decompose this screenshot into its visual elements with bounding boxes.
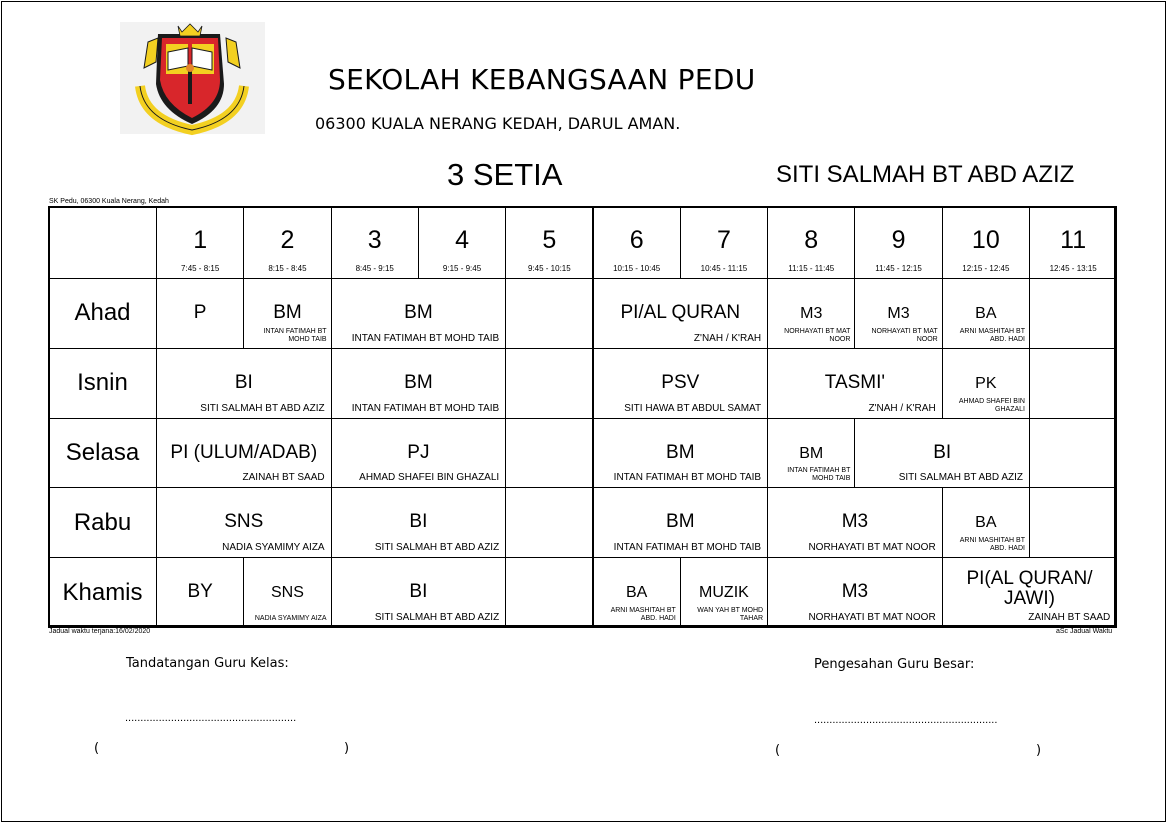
lesson-teacher: INTAN FATIMAH BT MOHD TAIB bbox=[263, 327, 327, 343]
period-header bbox=[680, 206, 768, 279]
lesson-cell bbox=[331, 418, 507, 489]
period-header bbox=[767, 206, 855, 279]
lesson-cell bbox=[593, 487, 769, 558]
period-number: 6 bbox=[629, 226, 644, 254]
lesson-subject: PI (ULUM/ADAB) bbox=[170, 441, 318, 463]
lesson-teacher: Z'NAH / K'RAH bbox=[693, 332, 762, 344]
lesson-teacher: AHMAD SHAFEI BIN GHAZALI bbox=[359, 472, 500, 484]
lesson-teacher: ZAINAH BT SAAD bbox=[1028, 611, 1111, 623]
empty-cell bbox=[1029, 418, 1117, 489]
period-header bbox=[505, 206, 593, 279]
period-time: 8:15 - 8:45 bbox=[268, 264, 307, 273]
lesson-teacher: Z'NAH / K'RAH bbox=[868, 402, 936, 414]
lesson-cell bbox=[767, 278, 855, 349]
lesson-teacher: ARNI MASHITAH BT ABD. HADI bbox=[610, 606, 676, 622]
lesson-subject: PJ bbox=[407, 441, 430, 463]
lesson-cell bbox=[767, 348, 943, 419]
lesson-subject: BI bbox=[409, 511, 428, 533]
empty-cell bbox=[505, 487, 593, 558]
headmaster-name-close-paren: ) bbox=[1036, 743, 1042, 758]
lesson-subject: BM bbox=[666, 441, 695, 463]
lesson-cell bbox=[243, 278, 331, 349]
lesson-cell bbox=[331, 278, 507, 349]
period-number: 1 bbox=[193, 226, 208, 254]
lesson-subject: BI bbox=[409, 581, 428, 603]
software-credit: aSc Jadual Waktu bbox=[1056, 628, 1113, 635]
lesson-teacher: ARNI MASHITAH BT ABD. HADI bbox=[959, 327, 1025, 343]
lesson-cell bbox=[331, 348, 507, 419]
lesson-cell bbox=[243, 557, 331, 628]
lesson-cell bbox=[767, 557, 943, 628]
lesson-subject: M3 bbox=[800, 305, 823, 322]
period-header bbox=[854, 206, 942, 279]
lesson-subject: BA bbox=[975, 305, 997, 322]
lesson-teacher: NORHAYATI BT MAT NOOR bbox=[808, 542, 936, 554]
lesson-cell bbox=[156, 487, 332, 558]
period-header bbox=[331, 206, 419, 279]
headmaster-approval-label: Pengesahan Guru Besar: bbox=[814, 657, 975, 672]
period-number: 2 bbox=[280, 226, 295, 254]
lesson-teacher: NADIA SYAMIMY AIZA bbox=[254, 614, 327, 622]
lesson-subject: TASMI' bbox=[824, 371, 886, 393]
period-time: 10:45 - 11:15 bbox=[700, 264, 748, 273]
lesson-teacher: NORHAYATI BT MAT NOOR bbox=[784, 327, 851, 343]
period-header bbox=[243, 206, 331, 279]
period-time: 9:15 - 9:45 bbox=[442, 264, 482, 273]
period-header bbox=[418, 206, 506, 279]
lesson-cell bbox=[767, 487, 943, 558]
school-name: SEKOLAH KEBANGSAAN PEDU bbox=[328, 63, 756, 96]
lesson-teacher: INTAN FATIMAH BT MOHD TAIB bbox=[787, 467, 851, 483]
lesson-teacher: NADIA SYAMIMY AIZA bbox=[222, 542, 325, 554]
lesson-cell bbox=[331, 487, 507, 558]
empty-cell bbox=[1029, 278, 1117, 349]
corner-cell bbox=[48, 206, 157, 279]
empty-cell bbox=[505, 418, 593, 489]
period-header bbox=[156, 206, 244, 279]
lesson-cell bbox=[156, 278, 244, 349]
lesson-subject: PSV bbox=[661, 371, 700, 393]
lesson-subject: M3 bbox=[887, 305, 910, 322]
lesson-cell bbox=[680, 557, 768, 628]
lesson-cell bbox=[593, 278, 769, 349]
lesson-subject: PK bbox=[975, 374, 997, 392]
period-number: 7 bbox=[716, 226, 731, 254]
school-sub-label: SK Pedu, 06300 Kuala Nerang, Kedah bbox=[49, 198, 169, 205]
period-time: 11:45 - 12:15 bbox=[875, 264, 922, 273]
lesson-teacher: SITI SALMAH BT ABD AZIZ bbox=[374, 542, 500, 554]
empty-cell bbox=[505, 348, 593, 419]
lesson-teacher: SITI SALMAH BT ABD AZIZ bbox=[374, 611, 500, 623]
period-time: 12:15 - 12:45 bbox=[962, 264, 1010, 273]
day-label: Khamis bbox=[48, 557, 157, 628]
headmaster-signature-line: ............................................................ bbox=[814, 714, 998, 726]
period-number: 10 bbox=[971, 226, 1000, 254]
class-name: 3 SETIA bbox=[447, 157, 563, 192]
lesson-subject: BY bbox=[187, 581, 213, 603]
lesson-subject: PI/AL QURAN bbox=[620, 302, 741, 323]
generated-date: Jadual waktu terjana:16/02/2020 bbox=[49, 628, 151, 635]
lesson-cell bbox=[854, 278, 942, 349]
period-time: 7:45 - 8:15 bbox=[181, 264, 220, 273]
lesson-teacher: NORHAYATI BT MAT NOOR bbox=[871, 327, 938, 343]
period-number: 11 bbox=[1060, 226, 1087, 254]
lesson-cell bbox=[942, 557, 1118, 628]
lesson-teacher: ZAINAH BT SAAD bbox=[242, 472, 325, 484]
lesson-subject: SNS bbox=[270, 584, 304, 602]
lesson-subject: BM bbox=[666, 511, 695, 533]
lesson-cell bbox=[593, 557, 681, 628]
period-time: 12:45 - 13:15 bbox=[1049, 264, 1097, 273]
lesson-subject: BM bbox=[404, 302, 433, 323]
lesson-subject: BA bbox=[975, 514, 997, 532]
school-address: 06300 KUALA NERANG KEDAH, DARUL AMAN. bbox=[315, 114, 681, 133]
day-label: Ahad bbox=[48, 278, 157, 349]
lesson-teacher: INTAN FATIMAH BT MOHD TAIB bbox=[613, 542, 762, 554]
period-header bbox=[593, 206, 681, 279]
lesson-teacher: INTAN FATIMAH BT MOHD TAIB bbox=[351, 402, 500, 414]
lesson-subject: BA bbox=[625, 584, 648, 602]
period-number: 8 bbox=[804, 226, 819, 254]
day-label: Rabu bbox=[48, 487, 157, 558]
lesson-subject: BM bbox=[404, 371, 433, 393]
lesson-cell bbox=[156, 418, 332, 489]
period-header bbox=[1029, 206, 1117, 279]
class-teacher-name: SITI SALMAH BT ABD AZIZ bbox=[776, 161, 1075, 188]
period-number: 3 bbox=[367, 226, 382, 254]
class-teacher-name-close-paren: ) bbox=[344, 741, 350, 756]
lesson-cell bbox=[854, 418, 1030, 489]
lesson-cell bbox=[156, 348, 332, 419]
empty-cell bbox=[505, 557, 593, 628]
lesson-teacher: NORHAYATI BT MAT NOOR bbox=[808, 611, 936, 623]
lesson-subject: PI(AL QURAN/ JAWI) bbox=[966, 568, 1093, 610]
lesson-subject: SNS bbox=[224, 511, 264, 533]
period-time: 11:15 - 11:45 bbox=[788, 264, 835, 273]
lesson-subject: BM bbox=[273, 302, 302, 323]
lesson-cell bbox=[942, 487, 1030, 558]
lesson-subject: P bbox=[193, 302, 207, 323]
lesson-subject: MUZIK bbox=[699, 584, 749, 602]
headmaster-name-open-paren: ( bbox=[775, 743, 781, 758]
lesson-subject: BM bbox=[799, 444, 824, 462]
period-number: 5 bbox=[542, 226, 557, 254]
lesson-teacher: INTAN FATIMAH BT MOHD TAIB bbox=[351, 332, 500, 344]
empty-cell bbox=[1029, 348, 1117, 419]
period-time: 8:45 - 9:15 bbox=[355, 264, 394, 273]
class-teacher-signature-label: Tandatangan Guru Kelas: bbox=[126, 656, 289, 671]
lesson-subject: BI bbox=[933, 441, 952, 463]
day-label: Isnin bbox=[48, 348, 157, 419]
lesson-subject: M3 bbox=[841, 511, 869, 533]
lesson-cell bbox=[767, 418, 855, 489]
empty-cell bbox=[1029, 487, 1117, 558]
period-time: 10:15 - 10:45 bbox=[613, 264, 661, 273]
lesson-teacher: AHMAD SHAFEI BIN GHAZALI bbox=[958, 397, 1025, 413]
lesson-cell bbox=[593, 348, 769, 419]
lesson-cell bbox=[156, 557, 244, 628]
school-logo bbox=[120, 22, 265, 134]
lesson-teacher: SITI SALMAH BT ABD AZIZ bbox=[898, 472, 1023, 484]
period-header bbox=[942, 206, 1030, 279]
lesson-teacher: INTAN FATIMAH BT MOHD TAIB bbox=[613, 472, 762, 484]
class-teacher-name-open-paren: ( bbox=[94, 741, 100, 756]
lesson-subject: BI bbox=[234, 371, 253, 393]
lesson-cell bbox=[942, 278, 1030, 349]
class-teacher-signature-line: ........................................................ bbox=[125, 712, 297, 724]
lesson-cell bbox=[593, 418, 769, 489]
lesson-teacher: SITI HAWA BT ABDUL SAMAT bbox=[624, 402, 762, 414]
lesson-cell bbox=[331, 557, 507, 628]
lesson-teacher: ARNI MASHITAH BT ABD. HADI bbox=[959, 537, 1025, 553]
empty-cell bbox=[505, 278, 593, 349]
lesson-cell bbox=[942, 348, 1030, 419]
lesson-teacher: WAN YAH BT MOHD TAHAR bbox=[697, 606, 764, 622]
period-time: 9:45 - 10:15 bbox=[527, 264, 571, 273]
lesson-subject: M3 bbox=[841, 581, 869, 603]
period-number: 4 bbox=[455, 226, 469, 254]
day-label: Selasa bbox=[48, 418, 157, 489]
period-number: 9 bbox=[891, 226, 906, 254]
lesson-teacher: SITI SALMAH BT ABD AZIZ bbox=[200, 402, 325, 414]
